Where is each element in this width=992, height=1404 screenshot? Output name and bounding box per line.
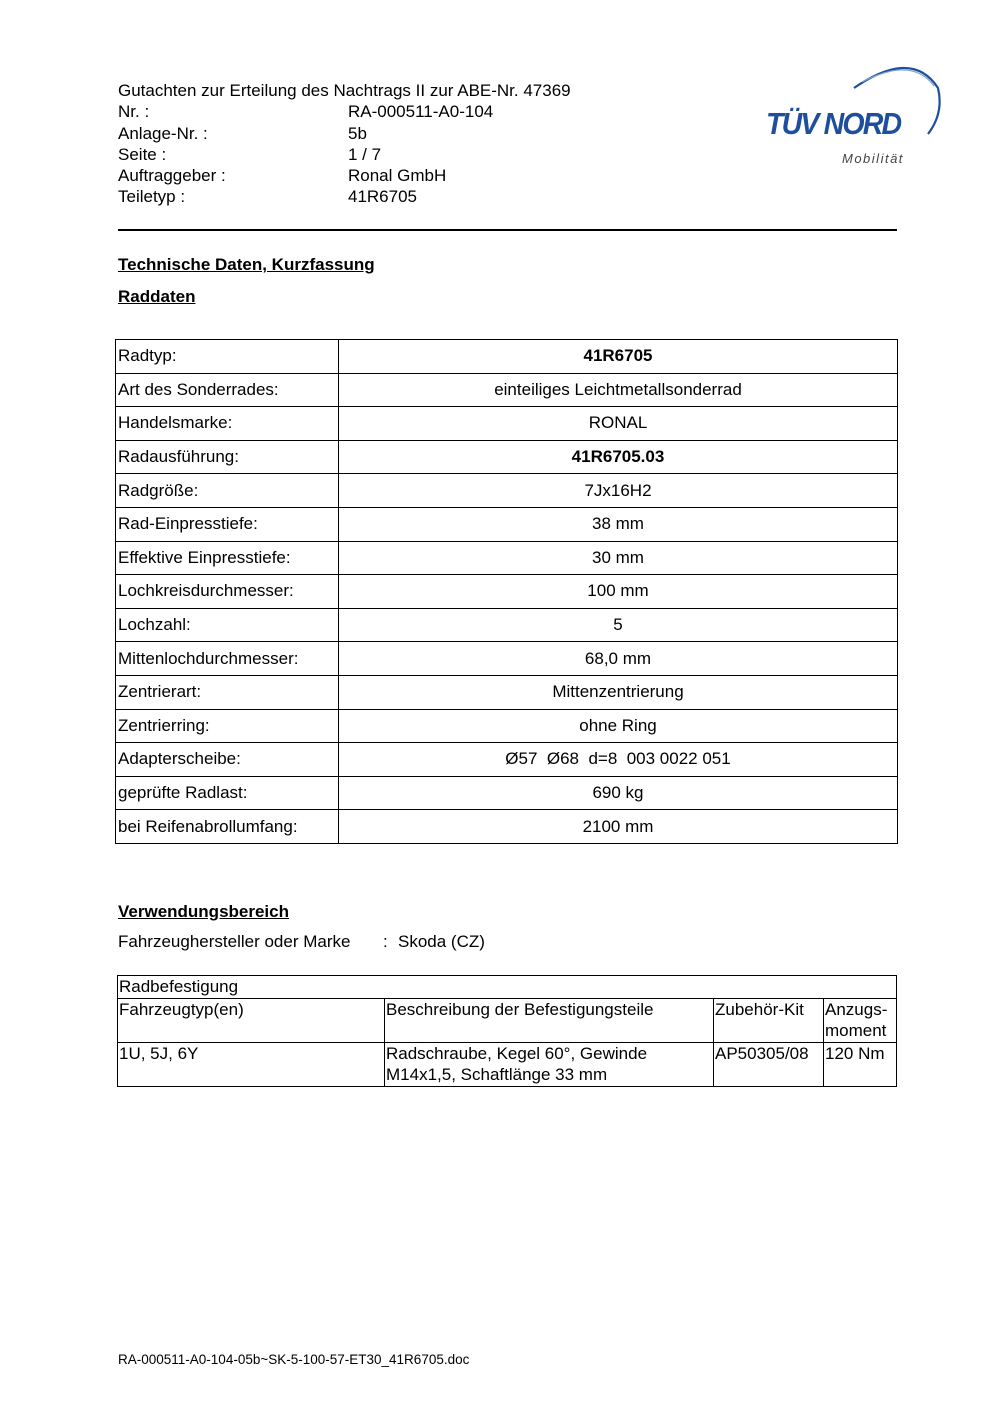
meta-row-seite: [118, 144, 571, 165]
header-anzugsmoment-line1: Anzugs-: [825, 999, 888, 1019]
meta-label: Auftraggeber :: [118, 166, 226, 186]
header-beschreibung: Beschreibung der Befestigungsteile: [385, 998, 714, 1042]
cell-beschreibung-line1: Radschraube, Kegel 60°, Gewinde: [386, 1043, 648, 1063]
section-technische-daten: Technische Daten, Kurzfassung: [118, 255, 375, 274]
row-label: geprüfte Radlast:: [116, 776, 339, 810]
cell-anzugsmoment: 120 Nm: [824, 1042, 897, 1086]
row-value: 100 mm: [339, 575, 898, 609]
row-value: Ø57 Ø68 d=8 003 0022 051: [339, 743, 898, 777]
table-row: [116, 507, 898, 541]
header-fahrzeugtyp: Fahrzeugtyp(en): [118, 998, 385, 1042]
logo-wordmark: TÜV NORD: [766, 106, 901, 141]
table-row: [116, 675, 898, 709]
row-label: Radtyp:: [116, 340, 339, 374]
cell-beschreibung-line2: M14x1,5, Schaftlänge 33 mm: [386, 1065, 608, 1084]
row-value: 2100 mm: [339, 810, 898, 844]
row-value: RONAL: [339, 407, 898, 441]
row-value: Mittenzentrierung: [339, 675, 898, 709]
tuev-nord-logo: [762, 58, 944, 170]
row-value: ohne Ring: [339, 709, 898, 743]
table-row: [116, 642, 898, 676]
header-anzugsmoment-line2: moment: [825, 1021, 887, 1040]
row-value: einteiliges Leichtmetallsonderrad: [339, 373, 898, 407]
meta-value: 5b: [348, 123, 367, 143]
hersteller-separator: :: [383, 932, 388, 951]
row-label: Adapterscheibe:: [116, 743, 339, 777]
row-value: 68,0 mm: [339, 642, 898, 676]
table-row: [116, 373, 898, 407]
cell-beschreibung: [385, 1042, 714, 1086]
document-header: [118, 80, 571, 208]
table-row: [116, 608, 898, 642]
meta-row-anlage: [118, 123, 571, 144]
meta-value: Ronal GmbH: [348, 166, 447, 186]
table-row: [116, 709, 898, 743]
row-label: Radgröße:: [116, 474, 339, 508]
row-value: 41R6705: [339, 340, 898, 374]
cell-fahrzeugtyp: 1U, 5J, 6Y: [118, 1042, 385, 1086]
table-row: [116, 340, 898, 374]
meta-value: 1 / 7: [348, 144, 382, 164]
meta-label: Teiletyp :: [118, 187, 186, 207]
table-row: [116, 440, 898, 474]
row-label: Lochkreisdurchmesser:: [116, 575, 339, 609]
meta-label: Nr. :: [118, 102, 150, 122]
fahrzeughersteller-line: [118, 932, 485, 952]
row-label: bei Reifenabrollumfang:: [116, 810, 339, 844]
table-row: [116, 474, 898, 508]
report-title: Gutachten zur Erteilung des Nachtrags II zur ABE-Nr. 47369: [118, 81, 571, 100]
table-title-row: [118, 976, 897, 999]
meta-row-auftraggeber: [118, 165, 571, 186]
hersteller-value: Skoda (CZ): [398, 932, 485, 951]
radbefestigung-table: [117, 975, 897, 1087]
meta-value: 41R6705: [348, 187, 418, 207]
row-label: Lochzahl:: [116, 608, 339, 642]
row-label: Rad-Einpresstiefe:: [116, 507, 339, 541]
table-row: [116, 776, 898, 810]
row-value: 41R6705.03: [339, 440, 898, 474]
row-label: Radausführung:: [116, 440, 339, 474]
header-zubehoer-kit: Zubehör-Kit: [714, 998, 824, 1042]
section-raddaten: Raddaten: [118, 287, 196, 306]
row-value: 7Jx16H2: [339, 474, 898, 508]
row-label: Mittenlochdurchmesser:: [116, 642, 339, 676]
hersteller-label: Fahrzeughersteller oder Marke: [118, 932, 351, 951]
table-row: [116, 575, 898, 609]
radbefestigung-title: Radbefestigung: [118, 976, 897, 999]
footer-filename: RA-000511-A0-104-05b~SK-5-100-57-ET30_41R6705.doc: [118, 1352, 470, 1367]
row-label: Effektive Einpresstiefe:: [116, 541, 339, 575]
table-header-row: [118, 998, 897, 1042]
table-row: [116, 743, 898, 777]
header-divider: [118, 229, 897, 231]
row-label: Art des Sonderrades:: [116, 373, 339, 407]
table-row: [118, 1042, 897, 1086]
header-anzugsmoment: [824, 998, 897, 1042]
row-label: Zentrierart:: [116, 675, 339, 709]
row-value: 5: [339, 608, 898, 642]
meta-row-teiletyp: [118, 186, 571, 207]
table-row: [116, 541, 898, 575]
logo-subtitle: Mobilität: [842, 151, 904, 166]
meta-label: Seite :: [118, 144, 167, 164]
row-label: Handelsmarke:: [116, 407, 339, 441]
row-value: 690 kg: [339, 776, 898, 810]
cell-zubehoer-kit: AP50305/08: [714, 1042, 824, 1086]
row-label: Zentrierring:: [116, 709, 339, 743]
meta-row-nr: [118, 101, 571, 122]
section-verwendungsbereich: Verwendungsbereich: [118, 902, 289, 921]
row-value: 38 mm: [339, 507, 898, 541]
row-value: 30 mm: [339, 541, 898, 575]
raddaten-table: [115, 339, 898, 844]
meta-value: RA-000511-A0-104: [348, 102, 494, 122]
meta-label: Anlage-Nr. :: [118, 123, 208, 143]
table-row: [116, 407, 898, 441]
table-row: [116, 810, 898, 844]
